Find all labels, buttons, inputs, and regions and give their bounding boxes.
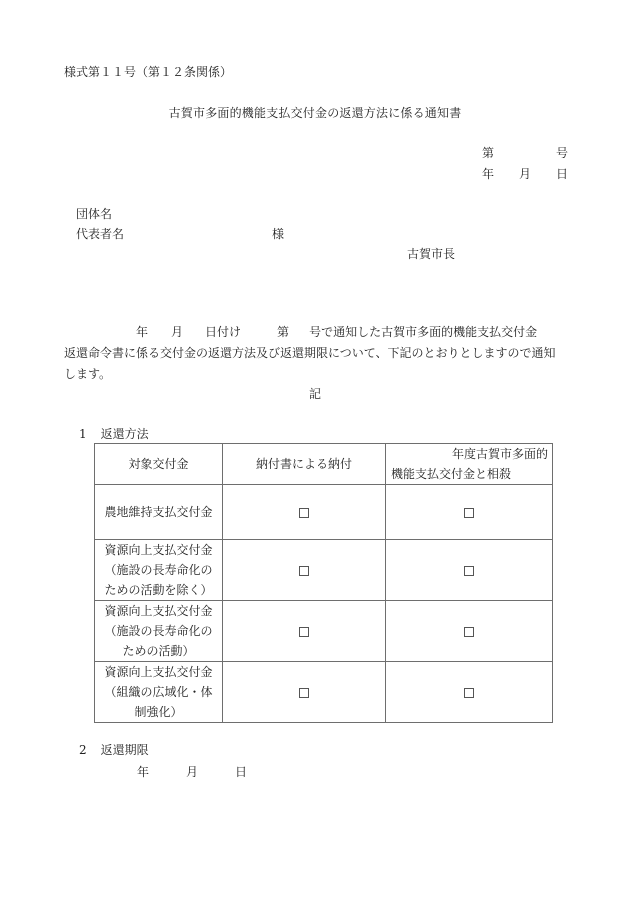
date-day: 日 xyxy=(555,167,568,181)
target-grant-cell: 資源向上支払交付金 （組織の広域化・体 制強化） xyxy=(95,662,223,723)
document-number xyxy=(482,145,568,161)
body-month: 月 xyxy=(171,325,184,339)
table-row xyxy=(95,662,553,723)
offset-checkbox[interactable] xyxy=(464,688,474,698)
date-month: 月 xyxy=(518,167,531,181)
payment-slip-checkbox[interactable] xyxy=(299,627,309,637)
offset-cell xyxy=(386,601,553,662)
target-grant-cell: 資源向上支払交付金 （施設の長寿命化の ための活動を除く） xyxy=(95,540,223,601)
section-1-heading xyxy=(79,426,149,442)
offset-checkbox[interactable] xyxy=(464,627,474,637)
offset-checkbox[interactable] xyxy=(464,566,474,576)
repayment-method-table xyxy=(94,443,553,723)
body-no-prefix: 第 xyxy=(277,325,290,339)
section-1-number: 1 xyxy=(79,427,87,441)
repayment-deadline-date xyxy=(137,764,247,780)
table-row xyxy=(95,601,553,662)
table-row xyxy=(95,540,553,601)
offset-cell xyxy=(386,485,553,540)
body-year: 年 xyxy=(136,325,149,339)
body-line-1-rest: 号で通知した古賀市多面的機能支払交付金 xyxy=(309,325,538,339)
body-day-dated: 日付け xyxy=(205,325,242,339)
organization-name-label: 団体名 xyxy=(76,207,113,221)
payment-slip-checkbox[interactable] xyxy=(299,508,309,518)
sender-mayor: 古賀市長 xyxy=(407,247,456,261)
section-1-label: 返還方法 xyxy=(100,427,149,441)
payment-slip-checkbox[interactable] xyxy=(299,688,309,698)
honorific: 様 xyxy=(272,227,285,241)
doc-number-prefix: 第 xyxy=(482,146,495,160)
date-year: 年 xyxy=(482,167,495,181)
deadline-year: 年 xyxy=(137,765,150,779)
document-title: 古賀市多面的機能支払交付金の返還方法に係る通知書 xyxy=(168,106,462,120)
header-payment-slip: 納付書による納付 xyxy=(223,444,386,485)
payment-slip-cell xyxy=(223,540,386,601)
table-header-row xyxy=(95,444,553,485)
deadline-month: 月 xyxy=(185,765,198,779)
ki-heading: 記 xyxy=(308,387,321,401)
representative-name-label: 代表者名 xyxy=(76,227,125,241)
header-offset-line-2: 機能支払交付金と相殺 xyxy=(391,467,512,481)
table-row xyxy=(95,485,553,540)
offset-cell xyxy=(386,540,553,601)
body-line-2: 返還命令書に係る交付金の返還方法及び返還期限について、下記のとおりとしますので通知 xyxy=(64,346,556,360)
header-offset xyxy=(386,444,553,485)
offset-cell xyxy=(386,662,553,723)
form-number: 様式第１１号（第１２条関係） xyxy=(64,65,233,79)
section-2-number: 2 xyxy=(79,743,87,757)
body-line-1 xyxy=(64,324,574,340)
section-2-heading xyxy=(79,742,149,758)
doc-number-suffix: 号 xyxy=(555,146,568,160)
payment-slip-cell xyxy=(223,485,386,540)
target-grant-cell: 資源向上支払交付金 （施設の長寿命化の ための活動） xyxy=(95,601,223,662)
body-line-3: します。 xyxy=(64,367,112,381)
document-date xyxy=(482,166,568,182)
header-target-grant: 対象交付金 xyxy=(95,444,223,485)
payment-slip-cell xyxy=(223,601,386,662)
deadline-day: 日 xyxy=(234,765,247,779)
target-grant-cell: 農地維持支払交付金 xyxy=(95,485,223,540)
payment-slip-checkbox[interactable] xyxy=(299,566,309,576)
payment-slip-cell xyxy=(223,662,386,723)
section-2-label: 返還期限 xyxy=(100,743,149,757)
header-offset-line-1: 年度古賀市多面的 xyxy=(451,447,548,461)
offset-checkbox[interactable] xyxy=(464,508,474,518)
